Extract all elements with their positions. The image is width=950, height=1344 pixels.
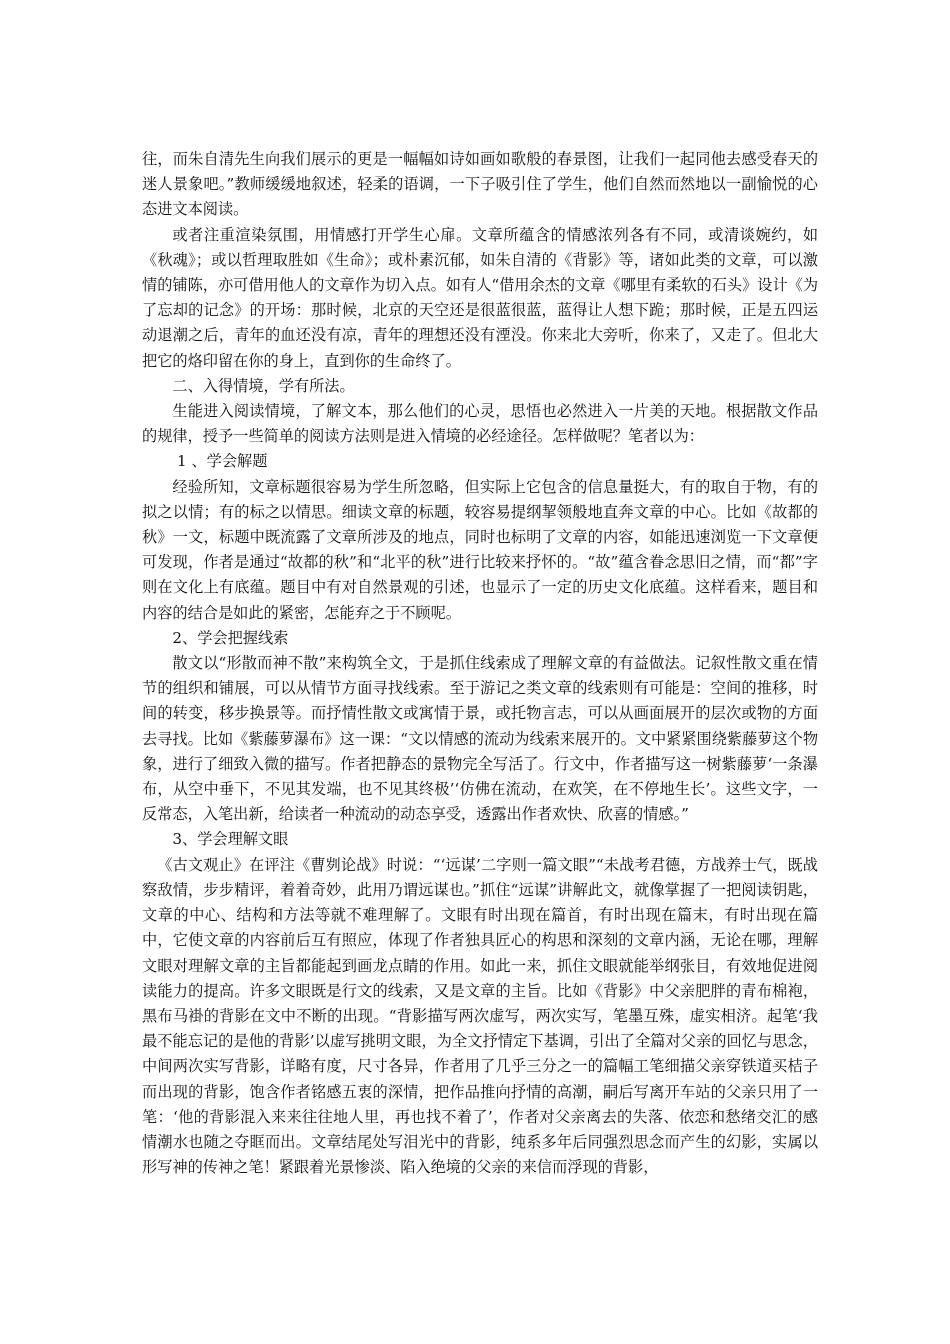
subheading-2: 2、学会把握线索 — [172, 628, 289, 647]
subheading-3: 3、学会理解文眼 — [172, 830, 289, 849]
document-page — [142, 147, 818, 1180]
subheading-1: 1 、学会解题 — [176, 452, 268, 471]
paragraph-atmosphere: 或者注重渲染氛围，用情感打开学生心扉。文章所蕴含的情感浓列各有不同，或清谈婉约，如《秋魂》；或以哲理取胜如《生命》；或朴素沉郁，如朱自清的《背影》等，诸如此类的文章，可以激情的铺陈，亦可借用他人的文章作为切入点。如有人“借用余杰的文章《哪里有柔软的石头》设计《为了忘却的记念》的开场：那时候，北京的天空还是很蓝很蓝，蓝得让人想下跪；那时候，正是五四运动退潮之后，青年的血还没有凉，青年的理想还没有湮没。你来北大旁听，你来了，又走了。但北大把它的烙印留在你的身上，直到你的生命终了。 — [142, 225, 819, 370]
paragraph-text-eye: 《古文观止》在评注《曹刿论战》时说：“‘远谋’二字则一篇文眼”“未战考君德，方战养士气，既战察敌情，步步精评，着着奇妙，此用乃谓远谋也。”抓住“远谋”讲解此文，就像掌握了一把阅读钥匙，文章的中心、结构和方法等就不难理解了。文眼有时出现在篇首，有时出现在篇末，有时出现在篇中，它使文章的内容前后互有照应，体现了作者独具匠心的构思和深刻的文章内涵，无论在哪，理解文眼对理解文章的主旨都能起到画龙点睛的作用。如此一来，抓住文眼就能举纲张目，有效地促进阅读能力的提高。许多文眼既是行文的线索，又是文章的主旨。比如《背影》中父亲肥胖的青布棉袍，黑布马褂的背影在文中不断的出现。“背影描写两次虚写，两次实写，笔墨互殊，虚实相济。起笔‘我最不能忘记的是他的背影’以虚写挑明文眼，为全文抒情定下基调，引出了全篇对父亲的回忆与思念，中间两次实写背影，详略有度，尺寸各异，作者用了几乎三分之一的篇幅工笔细描父亲穿铁道买桔子而出现的背影，饱含作者铭感五衷的深情，把作品推向抒情的高潮，嗣后写离开车站的父亲只用了一笔：‘他的背影混入来来往往地人里，再也找不着了’，作者对父亲离去的失落、依恋和愁绪交汇的感情潮水也随之夺眶而出。文章结尾处写泪光中的背影，纯系多年后同强烈思念而产生的幻影，实属以形写神的传神之笔！紧跟着光景惨淡、陷入绝境的父亲的来信而浮现的背影， — [142, 855, 818, 1177]
section-heading-2: 二、入得情境，学有所法。 — [172, 376, 355, 395]
paragraph-titles: 经验所知，文章标题很容易为学生所忽略，但实际上它包含的信息量挺大，有的取自于物，有的拟之以情；有的标之以情思。细读文章的标题，较容易提纲挈领般地直奔文章的中心。比如《故都的秋》一文，标题中既流露了文章所涉及的地点，同时也标明了文章的内容，如能迅速浏览一下文章便可发现，作者是通过“故都的秋”和“北平的秋”进行比较来抒怀的。“故”蕴含眷念思旧之情，而“都”字则在文化上有底蕴。题目中有对自然景观的引述，也显示了一定的历史文化底蕴。这样看来，题目和内容的结合是如此的紧密，怎能弃之于不顾呢。 — [142, 477, 818, 622]
paragraph-clues: 散文以“形散而神不散”来构筑全文，于是抓住线索成了理解文章的有益做法。记叙性散文重在情节的组织和铺展，可以从情节方面寻找线索。至于游记之类文章的线索则有可能是：空间的推移，时间的转变，移步换景等。而抒情性散文或寓情于景，或托物言志，可以从画面展开的层次或物的方面去寻找。比如《紫藤萝瀑布》这一课：“文以情感的流动为线索来展开的。文中紧紧围绕紫藤萝这个物象，进行了细致入微的描写。作者把静态的景物完全写活了。行文中，作者描写这一树紫藤萝‘一条瀑布，从空中垂下，不见其发端，也不见其终极’‘仿佛在流动，在欢笑，在不停地生长’。这些文字，一反常态，入笔出新，给读者一种流动的动态享受，透露出作者欢快、欣喜的情感。” — [142, 654, 819, 824]
paragraph-continuation: 往，而朱自清先生向我们展示的更是一幅幅如诗如画如歌般的春景图，让我们一起同他去感受春天的迷人景象吧。”教师缓缓地叙述，轻柔的语调，一下子吸引住了学生，他们自然而然地以一副愉悦的心态进文本阅读。 — [142, 150, 818, 219]
paragraph-reading-situation: 生能进入阅读情境，了解文本，那么他们的心灵，思悟也必然进入一片美的天地。根据散文作品的规律，授予一些简单的阅读方法则是进入情境的必经途径。怎样做呢？笔者以为： — [142, 402, 818, 446]
